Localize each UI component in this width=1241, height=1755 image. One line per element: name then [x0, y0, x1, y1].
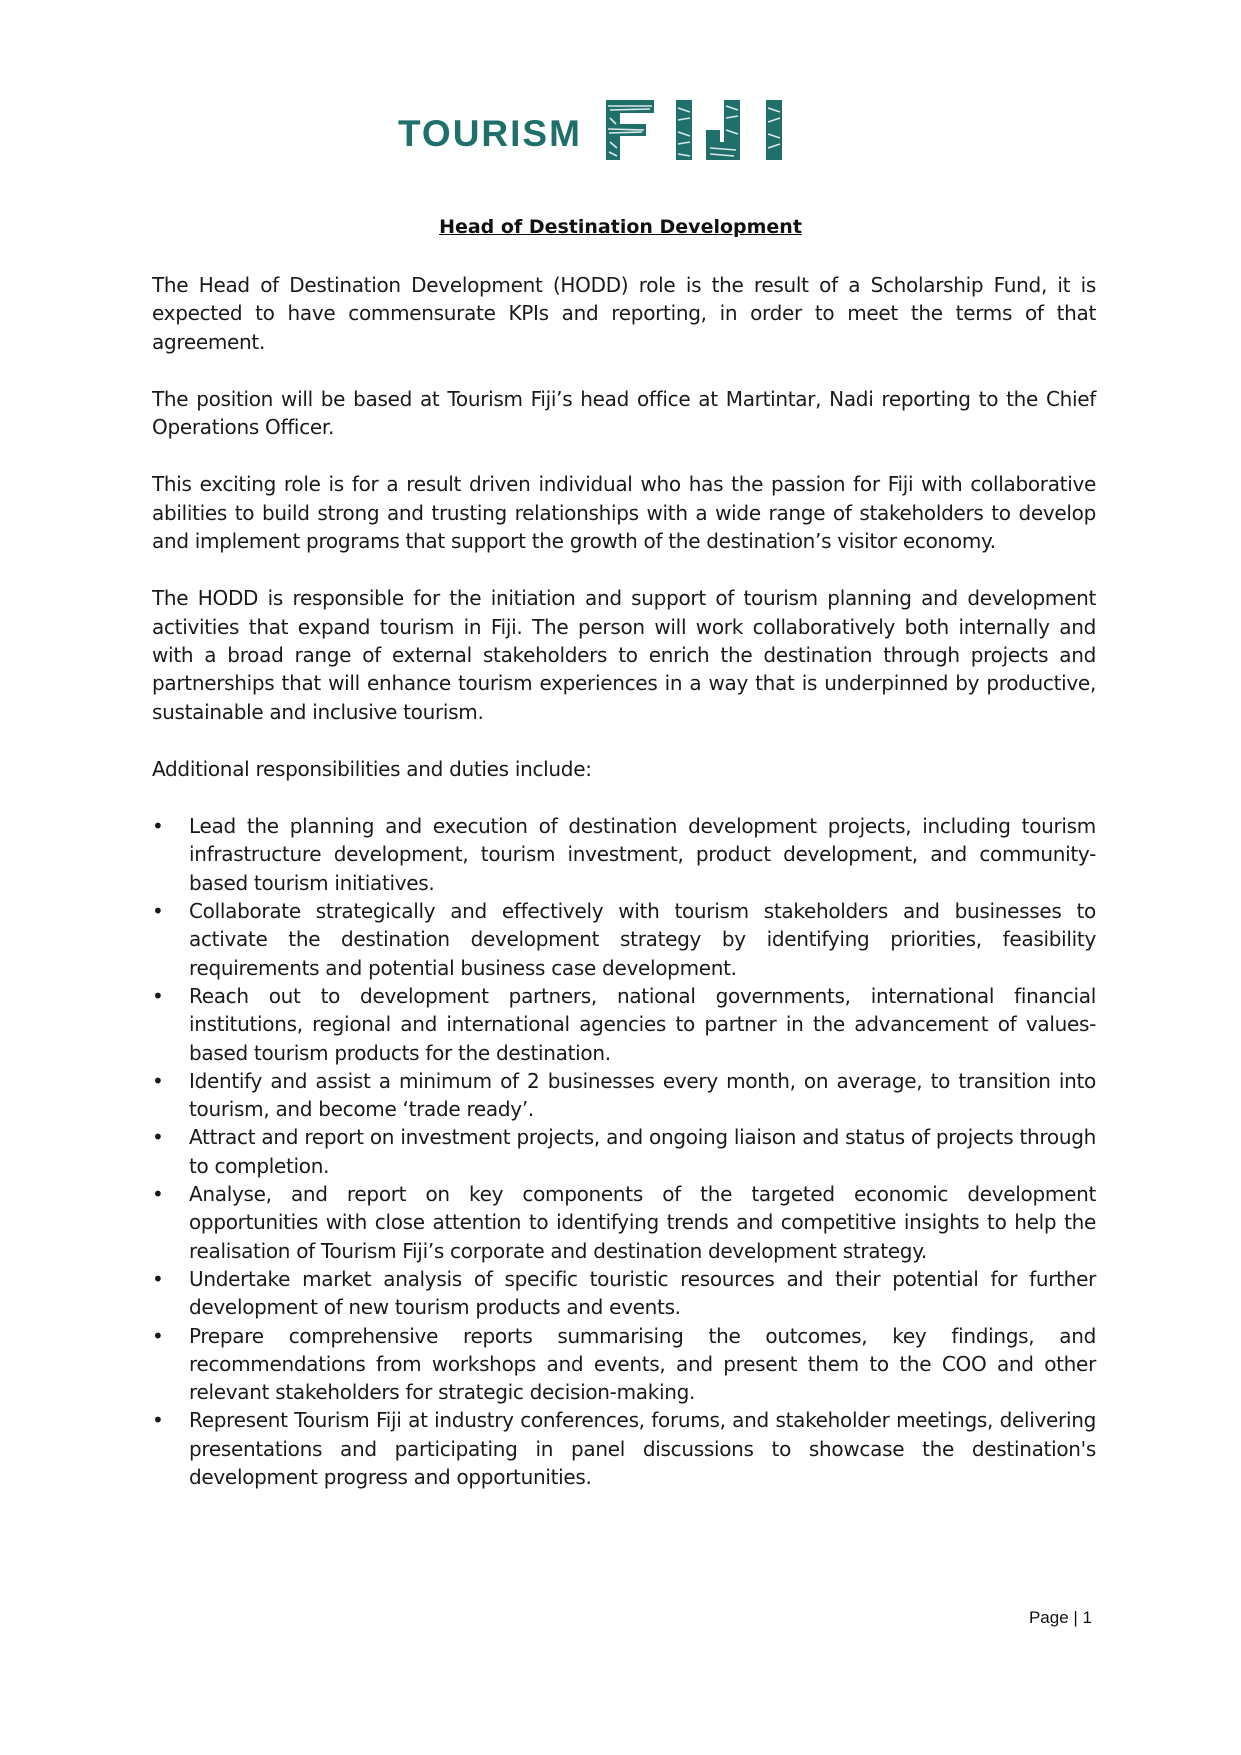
list-item-text: Prepare comprehensive reports summarising the outcomes, key findings, and recommendations from workshops and events, and present them to the COO and other relevant stakeholders for strategic decision-making.	[189, 1323, 1096, 1405]
list-item-text: Collaborate strategically and effectively with tourism stakeholders and businesses to activate the destination development strategy by identifying priorities, feasibility requirements and potential business case development.	[189, 899, 1096, 980]
page-number: Page | 1	[1028, 1608, 1092, 1627]
list-item-text: Lead the planning and execution of destination development projects, including tourism infrastructure development, tourism investment, product development, and community-based tourism initiatives.	[189, 814, 1096, 895]
paragraph-location: The position will be based at Tourism Fiji’s head office at Martintar, Nadi reporting to the Chief Operations Officer.	[152, 386, 1096, 440]
duties-list	[152, 812, 1096, 1491]
list-item	[152, 812, 1096, 897]
bullet-icon: •	[152, 983, 164, 1008]
list-item	[152, 1123, 1096, 1180]
bullet-icon: •	[152, 1408, 164, 1433]
list-item	[152, 1406, 1096, 1491]
bullet-icon: •	[152, 1266, 164, 1291]
bullet-icon: •	[152, 814, 164, 839]
list-item	[152, 1067, 1096, 1124]
list-item-text: Attract and report on investment projects, and ongoing liaison and status of projects through to completion.	[189, 1125, 1096, 1178]
list-item-text: Undertake market analysis of specific touristic resources and their potential for further development of new tourism products and events.	[189, 1266, 1096, 1320]
bullet-icon: •	[152, 1068, 164, 1093]
list-item-text: Represent Tourism Fiji at industry conferences, forums, and stakeholder meetings, delivering presentations and participating in panel discussions to showcase the destination's development progress and opportunities.	[189, 1408, 1096, 1489]
bullet-icon: •	[152, 899, 164, 924]
paragraph-intro: The Head of Destination Development (HODD) role is the result of a Scholarship Fund, it is expected to have commensurate KPIs and reporting, in order to meet the terms of that agreement.	[152, 273, 1096, 354]
paragraph-duties-heading: Additional responsibilities and duties include:	[152, 756, 592, 781]
document-title: Head of Destination Development	[439, 216, 802, 238]
document-body	[152, 271, 1096, 1491]
bullet-icon: •	[152, 1125, 164, 1150]
list-item	[152, 1265, 1096, 1322]
paragraph-role: This exciting role is for a result driven individual who has the passion for Fiji with collaborative abilities to build strong and trusting relationships with a wide range of stakeholders to develop and implement programs that support the growth of the destination’s visitor economy.	[152, 472, 1096, 554]
list-item	[152, 982, 1096, 1067]
list-item-text: Analyse, and report on key components of the targeted economic development opportunities with close attention to identifying trends and competitive insights to help the realisation of Tourism Fiji’s corporate and destination development strategy.	[189, 1182, 1096, 1263]
logo-wordmark-tourism: TOURISM	[398, 112, 582, 154]
bullet-icon: •	[152, 1182, 164, 1207]
tourism-fiji-logo	[398, 98, 850, 162]
list-item-text: Reach out to development partners, national governments, international financial institutions, regional and international agencies to partner in the advancement of values-based tourism products for the destination.	[189, 983, 1096, 1065]
list-item	[152, 1322, 1096, 1407]
list-item	[152, 897, 1096, 982]
logo-wordmark-fiji	[606, 98, 798, 162]
list-item-text: Identify and assist a minimum of 2 businesses every month, on average, to transition into tourism, and become ‘trade ready’.	[189, 1068, 1096, 1122]
list-item	[152, 1180, 1096, 1265]
bullet-icon: •	[152, 1323, 164, 1348]
paragraph-responsibility: The HODD is responsible for the initiation and support of tourism planning and development activities that expand tourism in Fiji. The person will work collaboratively both internally and with a broad range of external stakeholders to enrich the destination through projects and partnerships that will enhance tourism experiences in a way that is underpinned by productive, sustainable and inclusive tourism.	[152, 586, 1096, 724]
